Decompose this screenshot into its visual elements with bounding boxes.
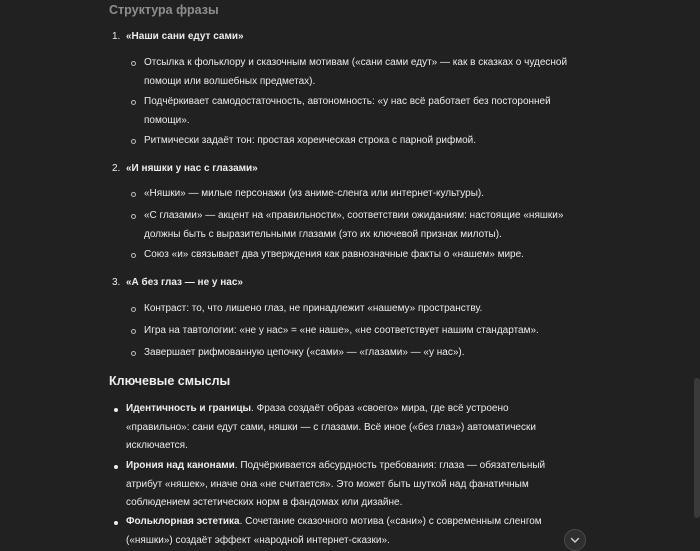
list-item: Подчёркивает самодостаточность, автономность: «у нас всё работает без посторонней помощи». — [144, 96, 551, 126]
list-item-text: . Подчёркивается абсурдность требования: глаза — обязательный атрибут «няшек», иначе она «не считается». Это может быть шуткой над фанатичным соблюдением эстетических норм в фандомах или дизайне. — [126, 460, 546, 508]
bullet-dot-icon — [114, 521, 118, 525]
numbered-item-title: «И няшки у нас с глазами» — [126, 163, 258, 174]
section-heading: Структура фразы — [109, 3, 219, 17]
list-item: Союз «и» связывает два утверждения как равнозначные факты о «нашем» мире. — [144, 249, 524, 260]
bullet-circle-icon — [131, 192, 136, 197]
list-item — [126, 400, 566, 456]
list-item — [126, 513, 566, 550]
scrollbar[interactable] — [694, 378, 700, 518]
bullet-dot-icon — [114, 465, 118, 469]
list-item: Игра на тавтологии: «не у нас» = «не наше», «не соответствует нашим стандартам». — [144, 325, 539, 336]
list-item: «Няшки» — милые персонажи (из аниме-сленга или интернет-культуры). — [144, 188, 484, 199]
bullet-circle-icon — [131, 253, 136, 258]
list-item: Отсылка к фольклору и сказочным мотивам («сани сами едут» — как в сказках о чудесной помощи или волшебных предметах). — [144, 57, 568, 87]
bullet-circle-icon — [131, 351, 136, 356]
list-number: 3. — [112, 277, 121, 288]
chevron-down-icon — [570, 535, 580, 545]
numbered-item-title: «А без глаз — не у нас» — [126, 277, 243, 288]
list-item: Контраст: то, что лишено глаз, не принадлежит «нашему» пространству. — [144, 303, 483, 314]
bullet-circle-icon — [131, 139, 136, 144]
list-item-text: . Фраза создаёт образ «своего» мира, где всё устроено «правильно»: сани едут сами, няшки — с глазами. Всё иное («без глаз») автоматически исключается. — [126, 403, 536, 451]
list-item — [126, 457, 566, 513]
list-number: 2. — [112, 163, 121, 174]
list-item-title: Ирония над канонами — [126, 460, 235, 471]
section-heading: Ключевые смыслы — [109, 374, 231, 388]
bullet-circle-icon — [131, 329, 136, 334]
bullet-circle-icon — [131, 61, 136, 66]
list-item-text: . Сочетание сказочного мотива («сани») с современным сленгом («няшки») создаёт эффект «народной интернет-сказки». — [126, 516, 542, 546]
numbered-item-title: «Наши сани едут сами» — [126, 31, 244, 42]
list-item: Завершает рифмованную цепочку («сами» — «глазами» — «у нас»). — [144, 347, 465, 358]
bullet-circle-icon — [131, 214, 136, 219]
list-item-title: Идентичность и границы — [126, 403, 252, 414]
list-number: 1. — [112, 31, 121, 42]
list-item: «С глазами» — акцент на «правильности», соответствии ожиданиям: настоящие «няшки» должны быть с выразительными глазами (это их ключевой признак милоты). — [144, 210, 564, 240]
bullet-dot-icon — [114, 408, 118, 412]
list-item: Ритмически задаёт тон: простая хореическая строка с парной рифмой. — [144, 135, 476, 146]
list-item-title: Фольклорная эстетика — [126, 516, 240, 527]
bullet-circle-icon — [131, 100, 136, 105]
scroll-to-bottom-button[interactable] — [564, 529, 586, 551]
bullet-circle-icon — [131, 307, 136, 312]
